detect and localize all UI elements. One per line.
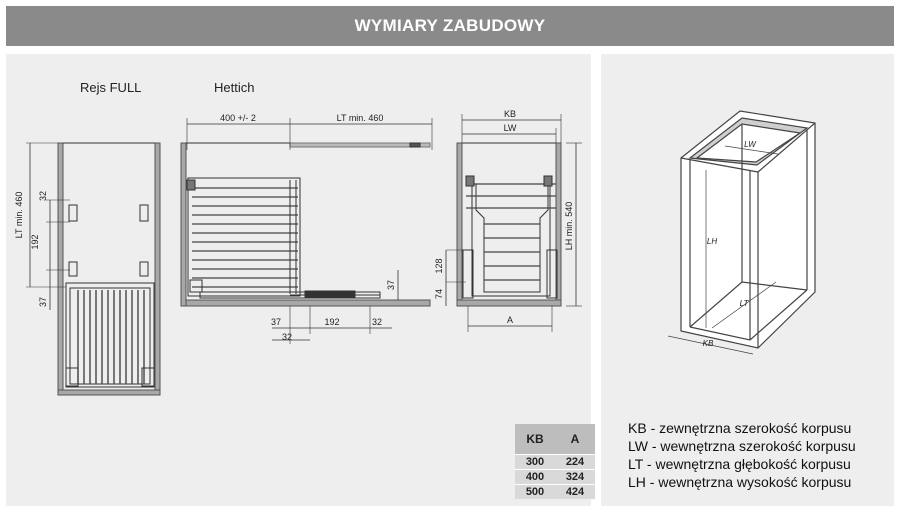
table-cell: 424 [555,485,595,500]
legend-item-lt: LT - wewnętrzna głębokość korpusu [628,456,851,472]
legend-item-kb: KB - zewnętrzna szerokość korpusu [628,420,852,436]
view-label-rejs: Rejs FULL [80,80,142,95]
iso-lh: LH [706,237,718,246]
dim-lt-min-rejs: LT min. 460 [14,191,24,239]
table-cell: 324 [555,470,595,485]
table-header-kb: KB [515,424,555,455]
legend [628,419,856,491]
iso-kb: KB [702,339,714,348]
table-cell: 300 [515,455,555,470]
dim-32-bottom-right: 32 [371,317,383,327]
table-cell: 224 [555,455,595,470]
iso-lw: LW [744,140,756,149]
dim-kb: KB [503,109,517,119]
dim-32-bottom-left: 32 [281,332,293,342]
dim-lt-min: LT min. 460 [336,113,384,123]
table-cell: 500 [515,485,555,500]
table-row [515,470,595,485]
kb-a-table [515,424,595,499]
table-header-a: A [555,424,595,455]
dim-128: 128 [434,258,444,274]
front-view-hettich [446,114,582,332]
table-row [515,485,595,500]
page-title: WYMIARY ZABUDOWY [354,16,546,35]
table-row [515,455,595,470]
isometric-cabinet [668,111,815,354]
dim-192-rejs: 192 [30,234,40,250]
table-header-row [515,424,595,455]
dim-37-right: 37 [386,279,396,291]
legend-item-lh: LH - wewnętrzna wysokość korpusu [628,474,852,490]
iso-lt: LT [739,299,749,308]
dim-32-rejs: 32 [38,190,48,202]
side-view-hettich [181,118,432,344]
dim-192-bottom: 192 [324,317,340,327]
dim-74: 74 [434,288,444,300]
view-label-hettich: Hettich [214,80,255,95]
dim-a: A [506,315,514,325]
dim-lh-min: LH min. 540 [564,201,574,251]
legend-item-lw: LW - wewnętrzna szerokość korpusu [628,438,856,454]
dim-lw: LW [503,123,517,133]
dim-37-bottom: 37 [270,317,282,327]
dim-37-rejs: 37 [38,296,48,308]
table-cell: 400 [515,470,555,485]
dim-400: 400 +/- 2 [220,113,256,123]
front-view-rejs [26,143,160,395]
